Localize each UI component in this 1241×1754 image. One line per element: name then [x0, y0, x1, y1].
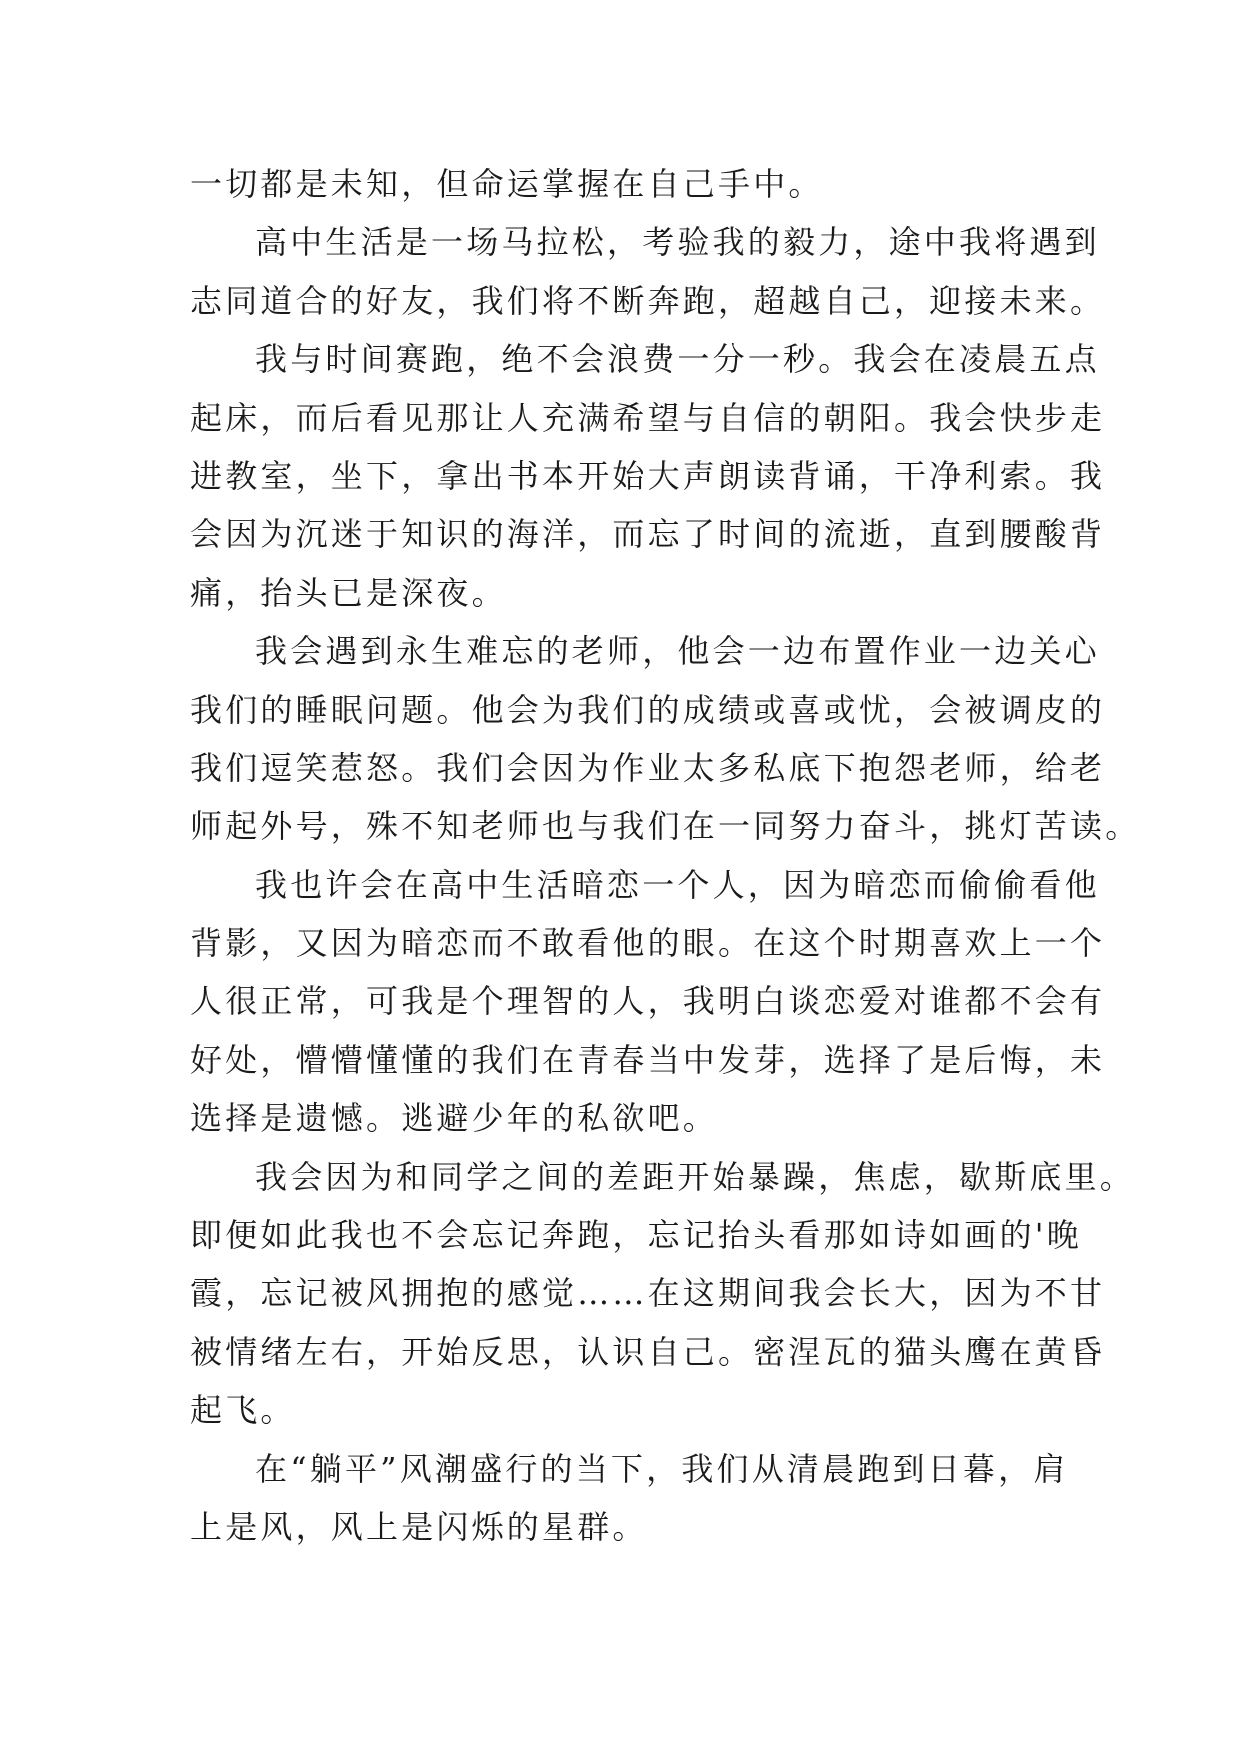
text-line: 上是风，风上是闪烁的星群。	[190, 1507, 648, 1546]
paragraph-start-line: 我也许会在高中生活暗恋一个人，因为暗恋而偷偷看他	[255, 865, 1100, 904]
text-line: 痛，抬头已是深夜。	[190, 573, 507, 612]
text-line: 即便如此我也不会忘记奔跑，忘记抬头看那如诗如画的'晚	[190, 1216, 1082, 1255]
paragraph-start-line: 我与时间赛跑，绝不会浪费一分一秒。我会在凌晨五点	[255, 340, 1100, 379]
text-line: 背影，又因为暗恋而不敢看他的眼。在这个时期喜欢上一个	[190, 924, 1106, 963]
paragraph-start-line: 在“躺平”风潮盛行的当下，我们从清晨跑到日暮，肩	[255, 1449, 1069, 1488]
text-line: 好处，懵懵懂懂的我们在青春当中发芽，选择了是后悔，未	[190, 1040, 1106, 1079]
text-line: 起床，而后看见那让人充满希望与自信的朝阳。我会快步走	[190, 398, 1106, 437]
text-line: 霞，忘记被风拥抱的感觉……在这期间我会长大，因为不甘	[190, 1274, 1106, 1313]
text-line: 志同道合的好友，我们将不断奔跑，超越自己，迎接未来。	[190, 281, 1106, 320]
paragraph-start-line: 我会因为和同学之间的差距开始暴躁，焦虑，歇斯底里。	[255, 1157, 1136, 1196]
text-line: 师起外号，殊不知老师也与我们在一同努力奋斗，挑灯苦读。	[190, 807, 1141, 846]
text-line: 一切都是未知，但命运掌握在自己手中。	[190, 165, 824, 203]
text-line: 进教室，坐下，拿出书本开始大声朗读背诵，干净利索。我	[190, 456, 1106, 495]
text-line: 选择是遗憾。逃避少年的私欲吧。	[190, 1099, 719, 1138]
document-body	[190, 155, 1141, 1556]
text-line: 会因为沉迷于知识的海洋，而忘了时间的流逝，直到腰酸背	[190, 515, 1106, 554]
text-line: 我们逗笑惹怒。我们会因为作业太多私底下抱怨老师，给老	[190, 748, 1106, 787]
text-line: 人很正常，可我是个理智的人，我明白谈恋爱对谁都不会有	[190, 982, 1106, 1021]
paragraph-start-line: 高中生活是一场马拉松，考验我的毅力，途中我将遇到	[255, 223, 1100, 262]
text-line: 被情绪左右，开始反思，认识自己。密涅瓦的猫头鹰在黄昏	[190, 1332, 1106, 1371]
paragraph-start-line: 我会遇到永生难忘的老师，他会一边布置作业一边关心	[255, 632, 1100, 671]
text-line: 起飞。	[190, 1391, 296, 1430]
text-line: 我们的睡眠问题。他会为我们的成绩或喜或忧，会被调皮的	[190, 690, 1106, 729]
